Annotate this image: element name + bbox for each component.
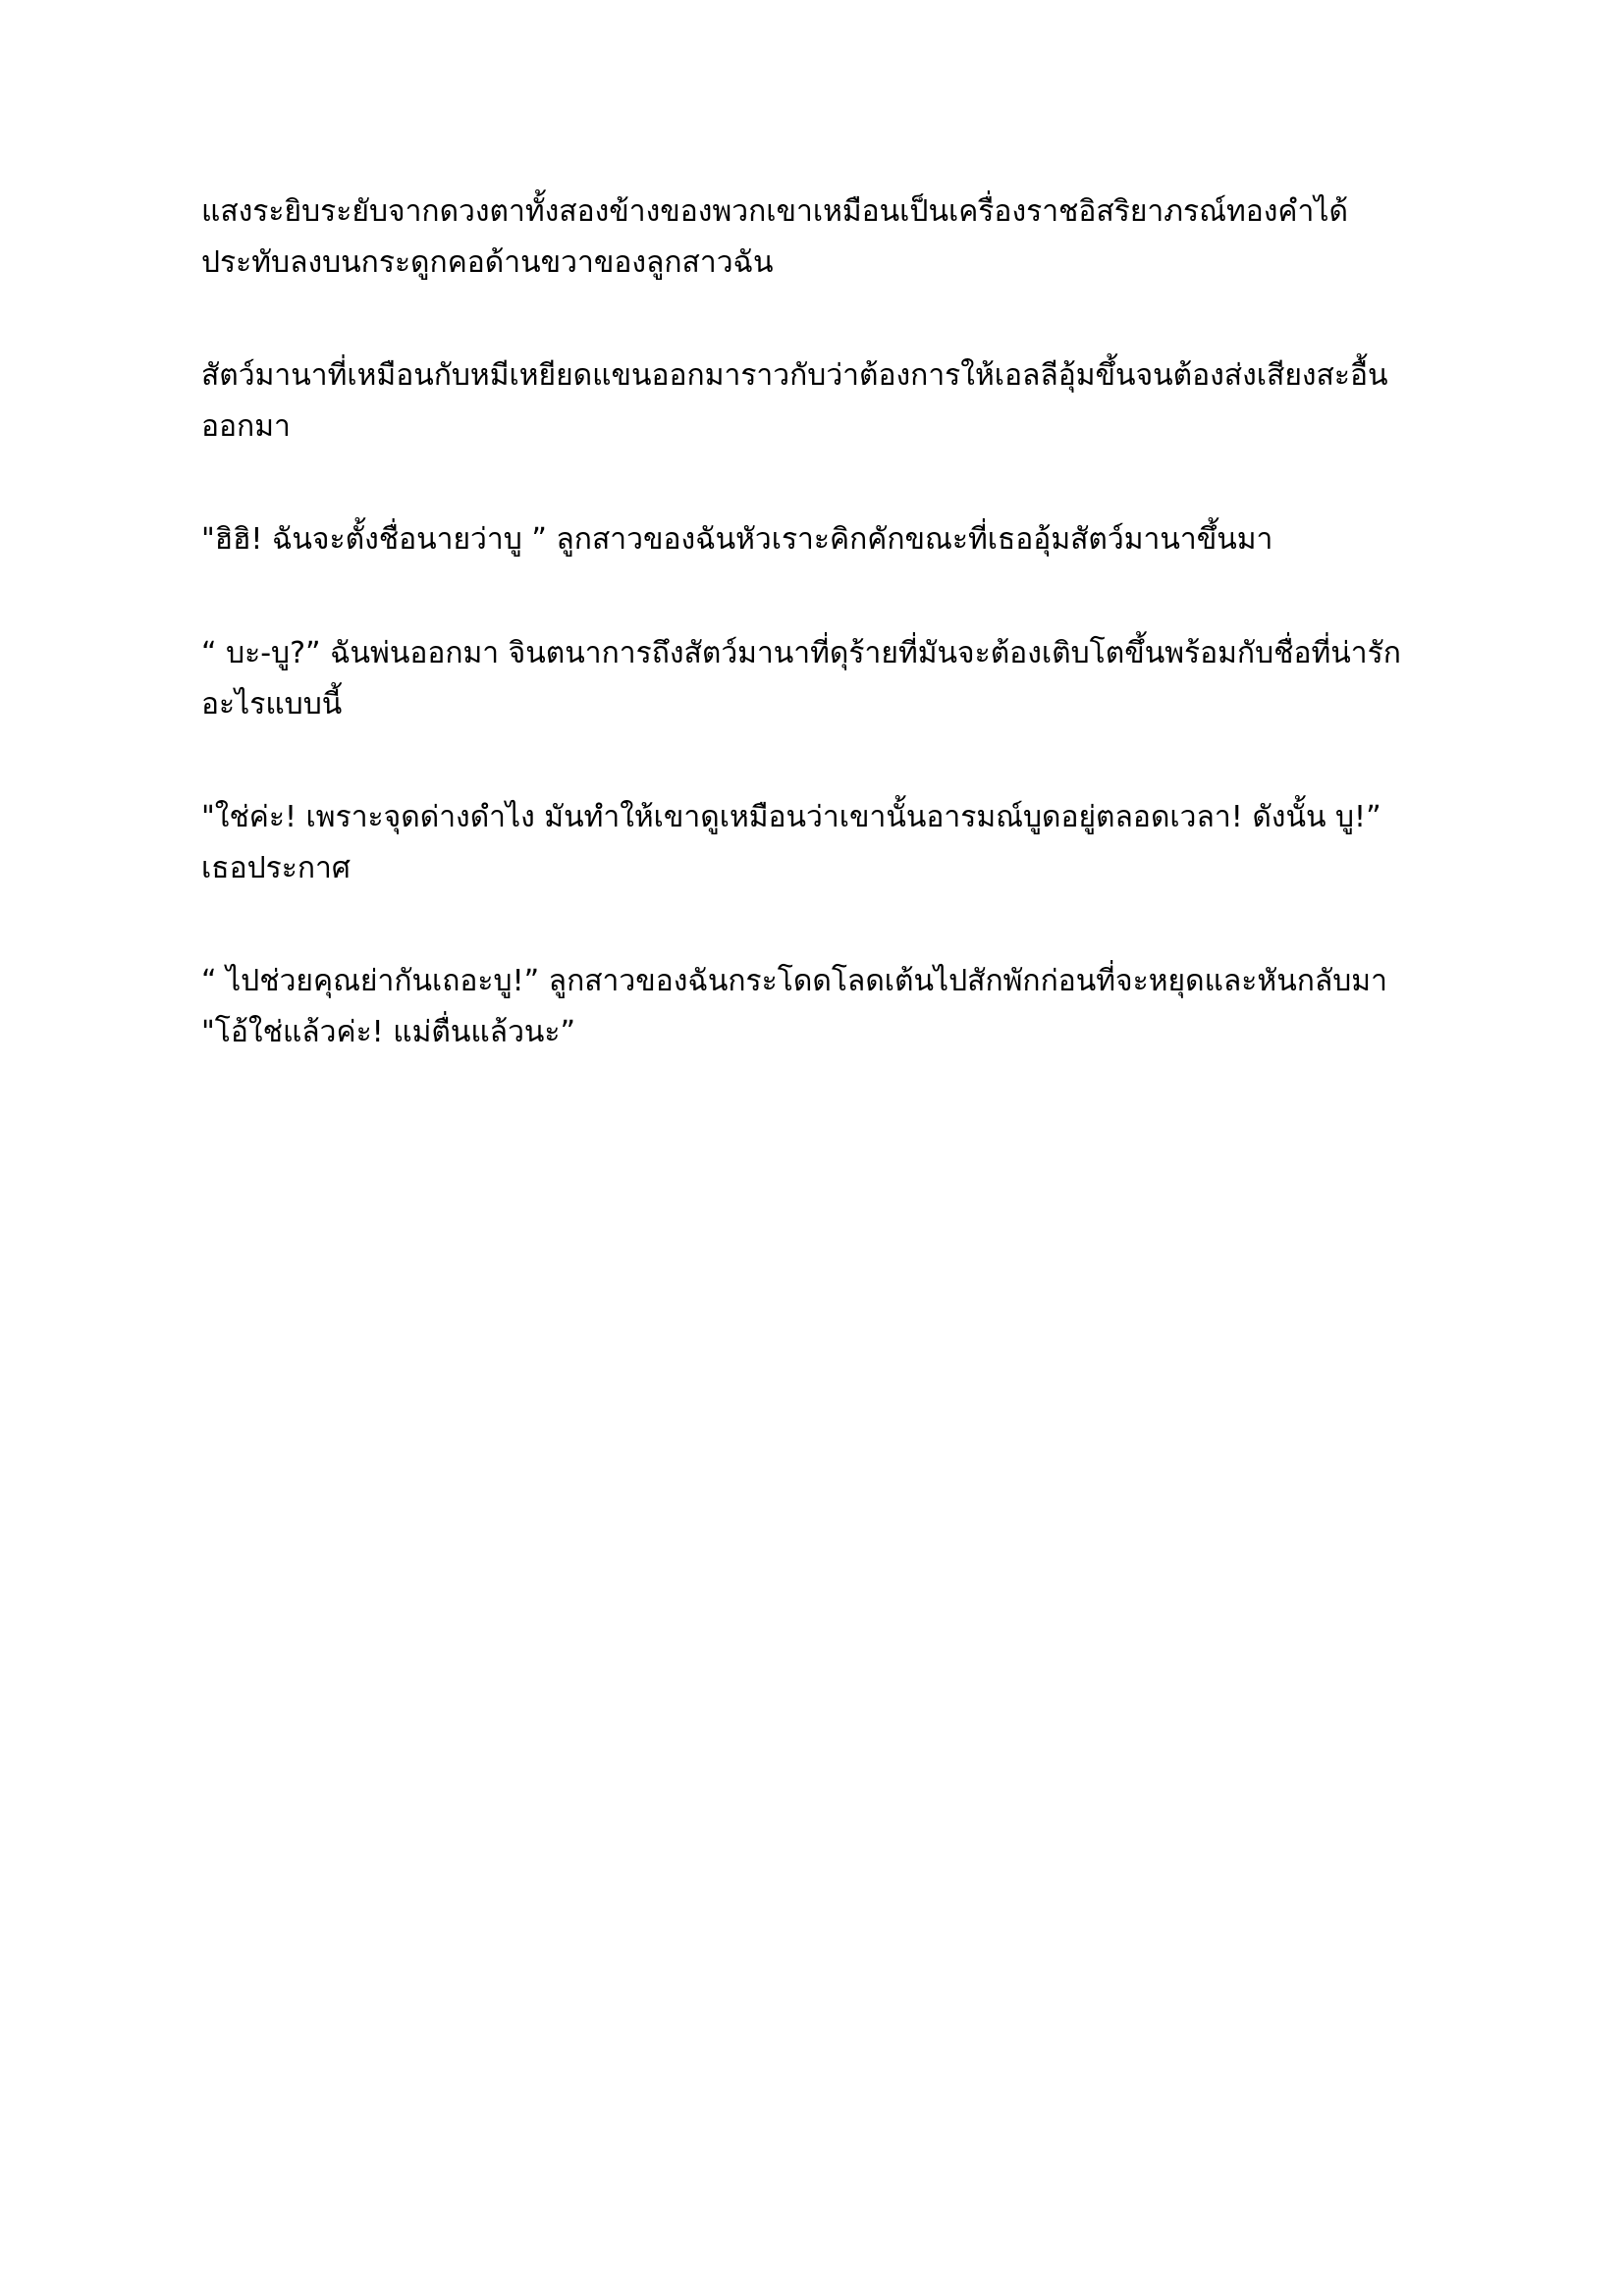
paragraph-3: "ฮิฮิ! ฉันจะตั้งชื่อนายว่าบู ” ลูกสาวของฉันหัวเราะคิกคักขณะที่เธออุ้มสัตว์มานาขึ้นมา [201, 522, 1273, 558]
paragraph-6: “ ไปช่วยคุณย่ากันเถอะบู!” ลูกสาวของฉันกระโดดโลดเต้นไปสักพักก่อนที่จะหยุดและหันกลับมา "โอ้ใช่แล้วค่ะ! แม่ตื่นแล้วนะ” [201, 964, 1397, 1049]
paragraph-4: “ บะ-บู?” ฉันพ่นออกมา จินตนาการถึงสัตว์มานาที่ดุร้ายที่มันจะต้องเติบโตขึ้นพร้อมกับชื่อที่น่ารักอะไรแบบนี้ [201, 635, 1401, 721]
paragraph-2: สัตว์มานาที่เหมือนกับหมีเหยียดแขนออกมาราวกับว่าต้องการให้เอลลีอุ้มขึ้นจนต้องส่งเสียงสะอื้นออกมา [201, 358, 1388, 444]
paragraph-5: "ใช่ค่ะ! เพราะจุดด่างดำไง มันทำให้เขาดูเหมือนว่าเขานั้นอารมณ์บูดอยู่ตลอดเวลา! ดังนั้น บู!” เธอประกาศ [201, 800, 1391, 885]
document-body [201, 187, 1429, 1058]
paragraph-1: แสงระยิบระยับจากดวงตาทั้งสองข้างของพวกเขาเหมือนเป็นเครื่องราชอิสริยาภรณ์ทองคำได้ประทับลงบนกระดูกคอด้านขวาของลูกสาวฉัน [201, 194, 1348, 280]
